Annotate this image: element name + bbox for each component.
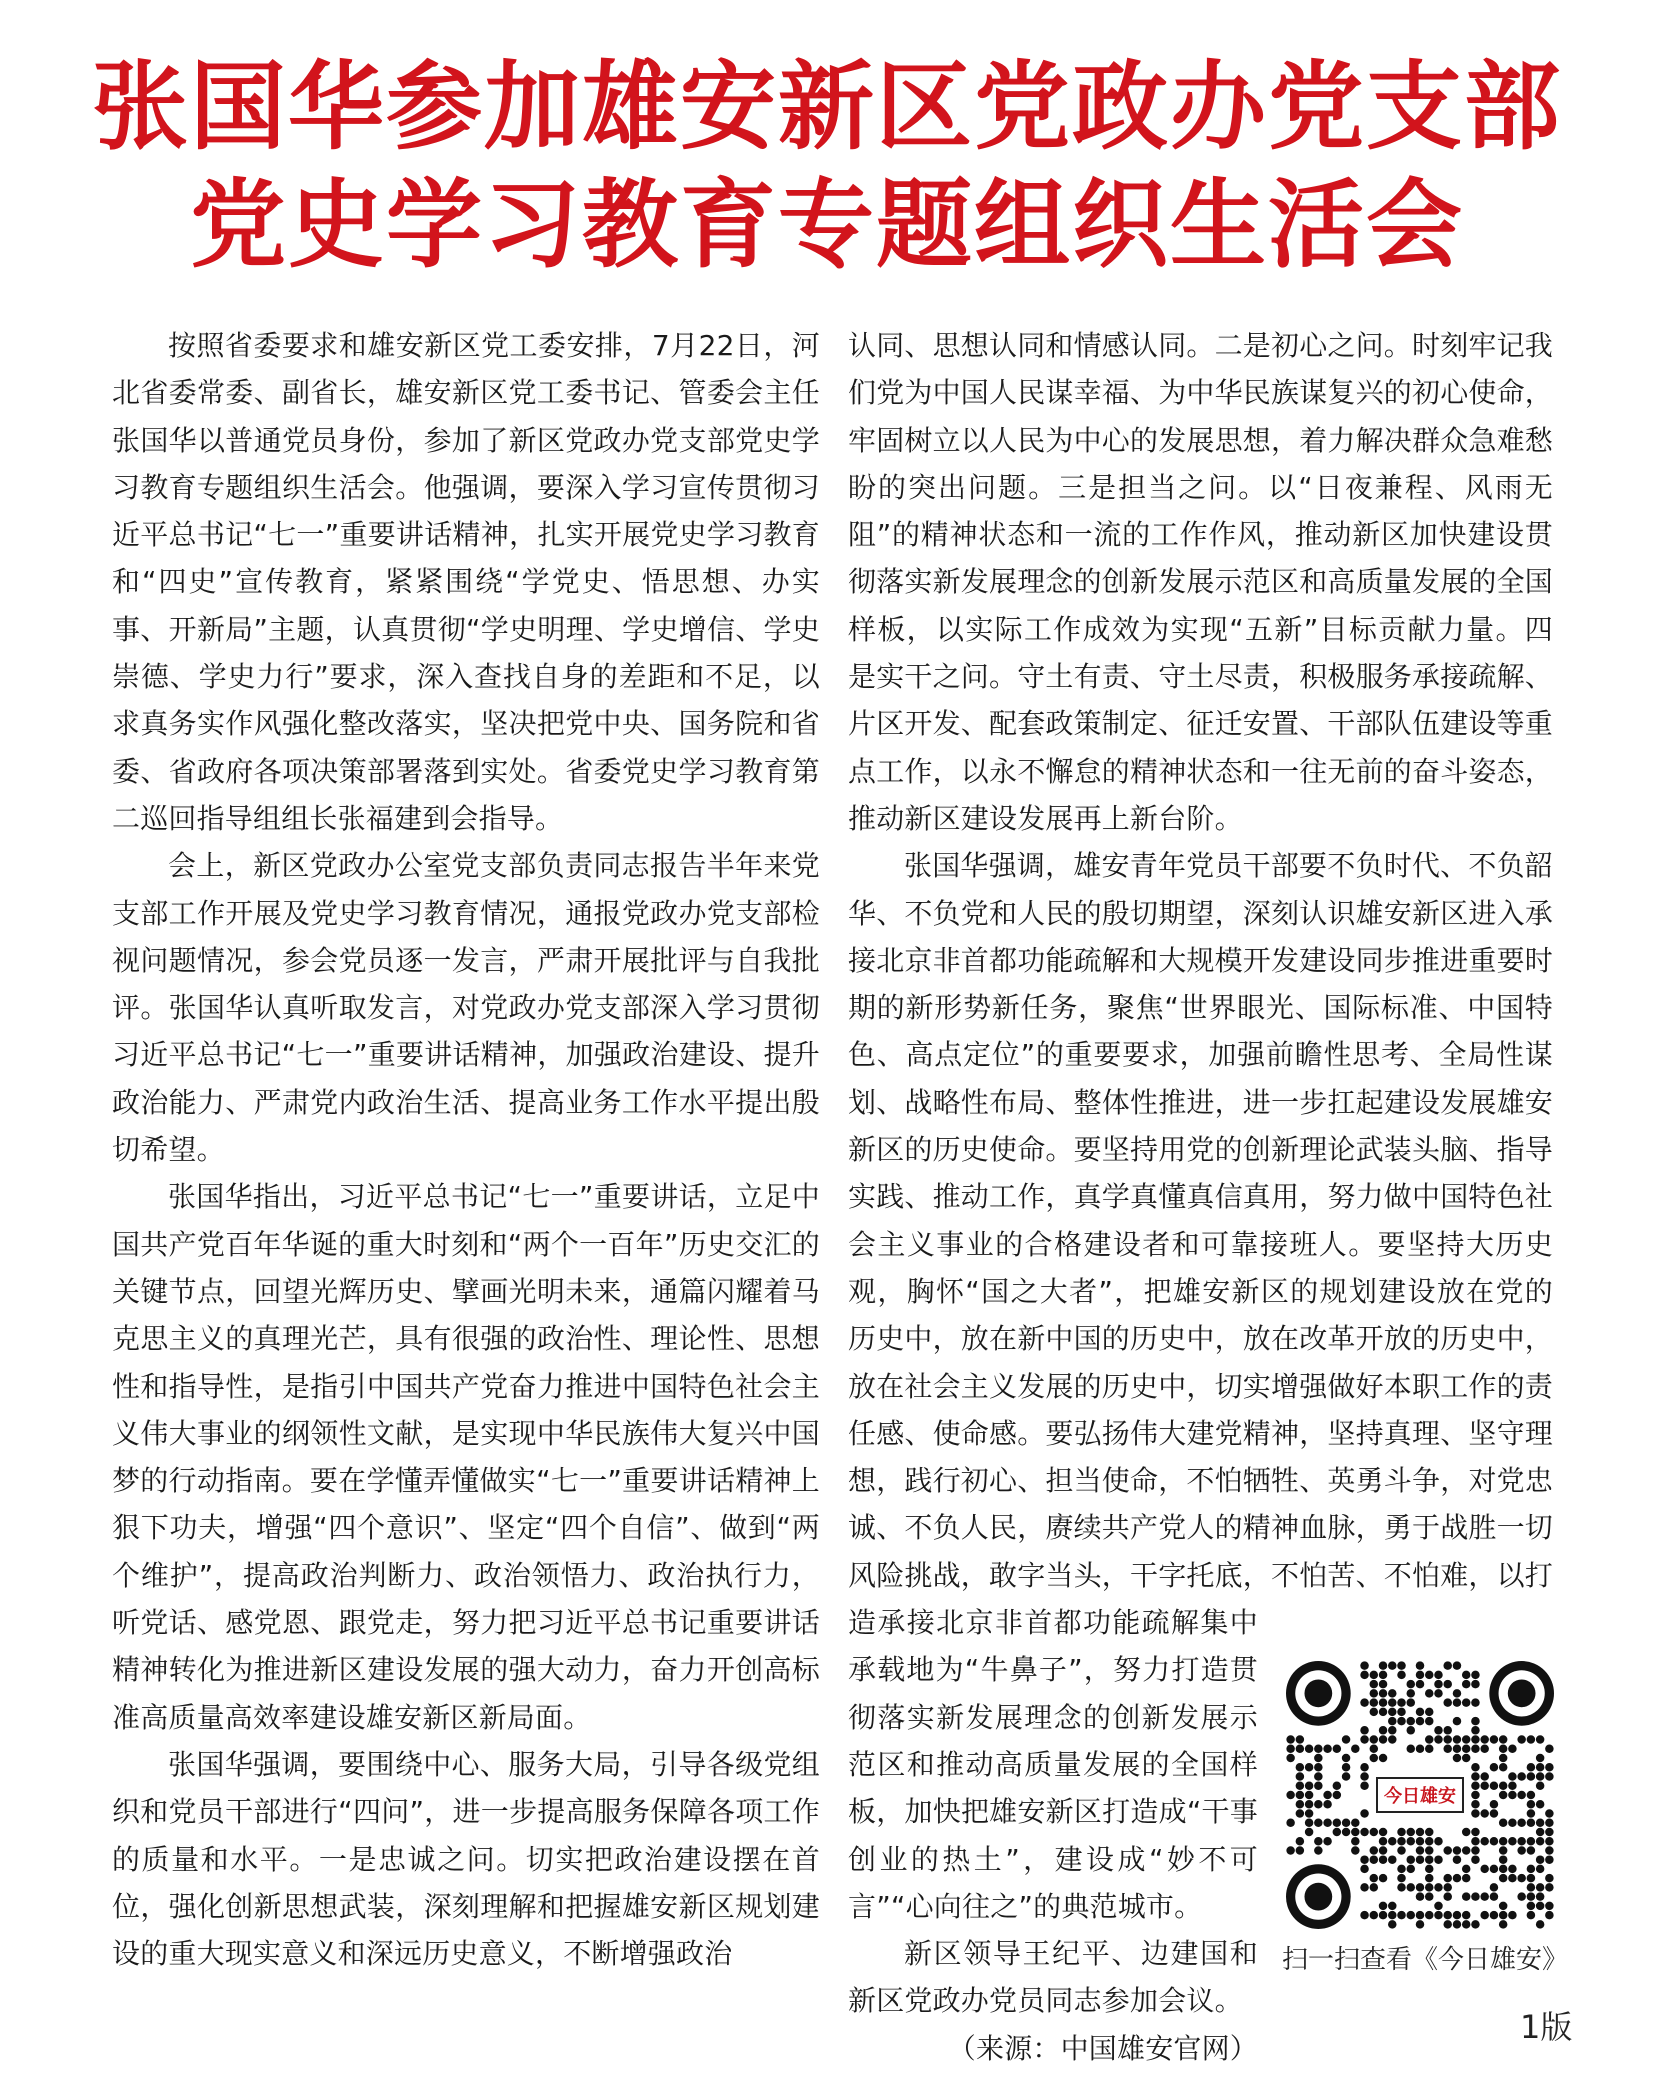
paragraph: 会上，新区党政办公室党支部负责同志报告半年来党支部工作开展及党史学习教育情况，通报党政办党支部检视问题情况，参会党员逐一发言，严肃开展批评与自我批评。张国华认真听取发言，对党政办党支部深入学习贯彻习近平总书记“七一”重要讲话精神，加强政治建设、提升政治能力、严肃党内政治生活、提高业务工作水平提出殷切希望。 — [112, 849, 820, 1167]
paragraph: 张国华强调，要围绕中心、服务大局，引导各级党组织和党员干部进行“四问”，进一步提高服务保障各项工作的质量和水平。一是忠诚之问。切实把政治建设摆在首位，强化创新思想武装，深刻理解和把握雄安新区规划建设的重大现实意义和深远历史意义，不断增强政治 — [112, 1747, 820, 1971]
headline-line-1: 张国华参加雄安新区党政办党支部 — [92, 50, 1562, 163]
paragraph: 认同、思想认同和情感认同。二是初心之问。时刻牢记我们党为中国人民谋幸福、为中华民族谋复兴的初心使命，牢固树立以人民为中心的发展思想，着力解决群众急难愁盼的突出问题。三是担当之问。以“日夜兼程、风雨无阻”的精神状态和一流的工作作风，推动新区加快建设贯彻落实新发展理念的创新发展示范区和高质量发展的全国样板，以实际工作成效为实现“五新”目标贡献力量。四是实干之问。守土有责、守土尽责，积极服务承接疏解、片区开发、配套政策制定、征迁安置、干部队伍建设等重点工作，以永不懈怠的精神状态和一往无前的奋斗姿态，推动新区建设发展再上新台阶。 — [848, 329, 1554, 835]
paragraph: 按照省委要求和雄安新区党工委安排，7月22日，河北省委常委、副省长，雄安新区党工委书记、管委会主任张国华以普通党员身份，参加了新区党政办党支部党史学习教育专题组织生活会。他强调，要深入学习宣传贯彻习近平总书记“七一”重要讲话精神，扎实开展党史学习教育和“四史”宣传教育，紧紧围绕“学党史、悟思想、办实事、开新局”主题，认真贯彻“学史明理、学史增信、学史崇德、学史力行”要求，深入查找自身的差距和不足，以求真务实作风强化整改落实，坚决把党中央、国务院和省委、省政府各项决策部署落到实处。省委党史学习教育第二巡回指导组组长张福建到会指导。 — [112, 329, 820, 835]
article-left-column — [112, 322, 820, 1977]
qr-caption: 扫一扫查看《今日雄安》 — [1282, 1945, 1569, 1975]
page-number: 1版 — [1520, 2008, 1573, 2046]
headline-line-2: 党史学习教育专题组织生活会 — [190, 168, 1464, 281]
paragraph: 张国华指出，习近平总书记“七一”重要讲话，立足中国共产党百年华诞的重大时刻和“两个一百年”历史交汇的关键节点，回望光辉历史、擘画光明未来，通篇闪耀着马克思主义的真理光芒，具有很强的政治性、理论性、思想性和指导性，是指引中国共产党奋力推进中国特色社会主义伟大事业的纲领性文献，是实现中华民族伟大复兴中国梦的行动指南。要在学懂弄懂做实“七一”重要讲话精神上狠下功夫，增强“四个意识”、坚定“四个自信”、做到“两个维护”，提高政治判断力、政治领悟力、政治执行力，听党话、感党恩、跟党走，努力把习近平总书记重要讲话精神转化为推进新区建设发展的强大动力，奋力开创高标准高质量高效率建设雄安新区新局面。 — [112, 1180, 820, 1734]
qr-logo-label: 今日雄安 — [1376, 1777, 1464, 1813]
qr-code-block — [1282, 1661, 1582, 1976]
source-credit: （来源：中国雄安官网） — [947, 2031, 1258, 2065]
paragraph: 新区领导王纪平、边建国和新区党政办党员同志参加会议。 — [848, 1937, 1258, 2018]
qr-code[interactable] — [1286, 1661, 1554, 1929]
paragraph: 张国华强调，雄安青年党员干部要不负时代、不负韶华、不负党和人民的殷切期望，深刻认识雄安新区进入承接北京非首都功能疏解和大规模开发建设同步推进重要时期的新形势新任务，聚焦“世界眼光、国际标准、中国特色、高点定位”的重要要求，加强前瞻性思考、全局性谋划、战略性布局、整体性推进，进一步扛起建设发展雄安新区的历史使命。要坚持用党的创新理论武装头脑、指导实践、推动工作，真学真懂真信真用，努力做中国特色社会主义事业的合格建设者和可靠接班人。要坚持大历史观，胸怀“国之大者”，把雄安新区的规划建设放在党的历史中，放在新中国的历史中，放在改革开放的历史中，放在社会主义发展的历史中，切实增强做好本职工作的责任感、使命感。要弘扬伟大建党精神，坚持真理、坚守理想，践行初心、担当使命，不怕牺牲、英勇斗争，对党忠诚、不负人民，赓续共产党人的精神血脉，勇于战胜一切风险挑战，敢字当头，干字托底，不怕苦、不怕难，以打造承接北京非首都功能疏解集中承载地为“牛鼻子”，努力打造贯彻落实新发展理念的创新发展示范区和推动高质量发展的全国样板，加快把雄安新区打造成“干事创业的热土”，建设成“妙不可言”“心向往之”的典范城市。 — [848, 849, 1554, 1923]
